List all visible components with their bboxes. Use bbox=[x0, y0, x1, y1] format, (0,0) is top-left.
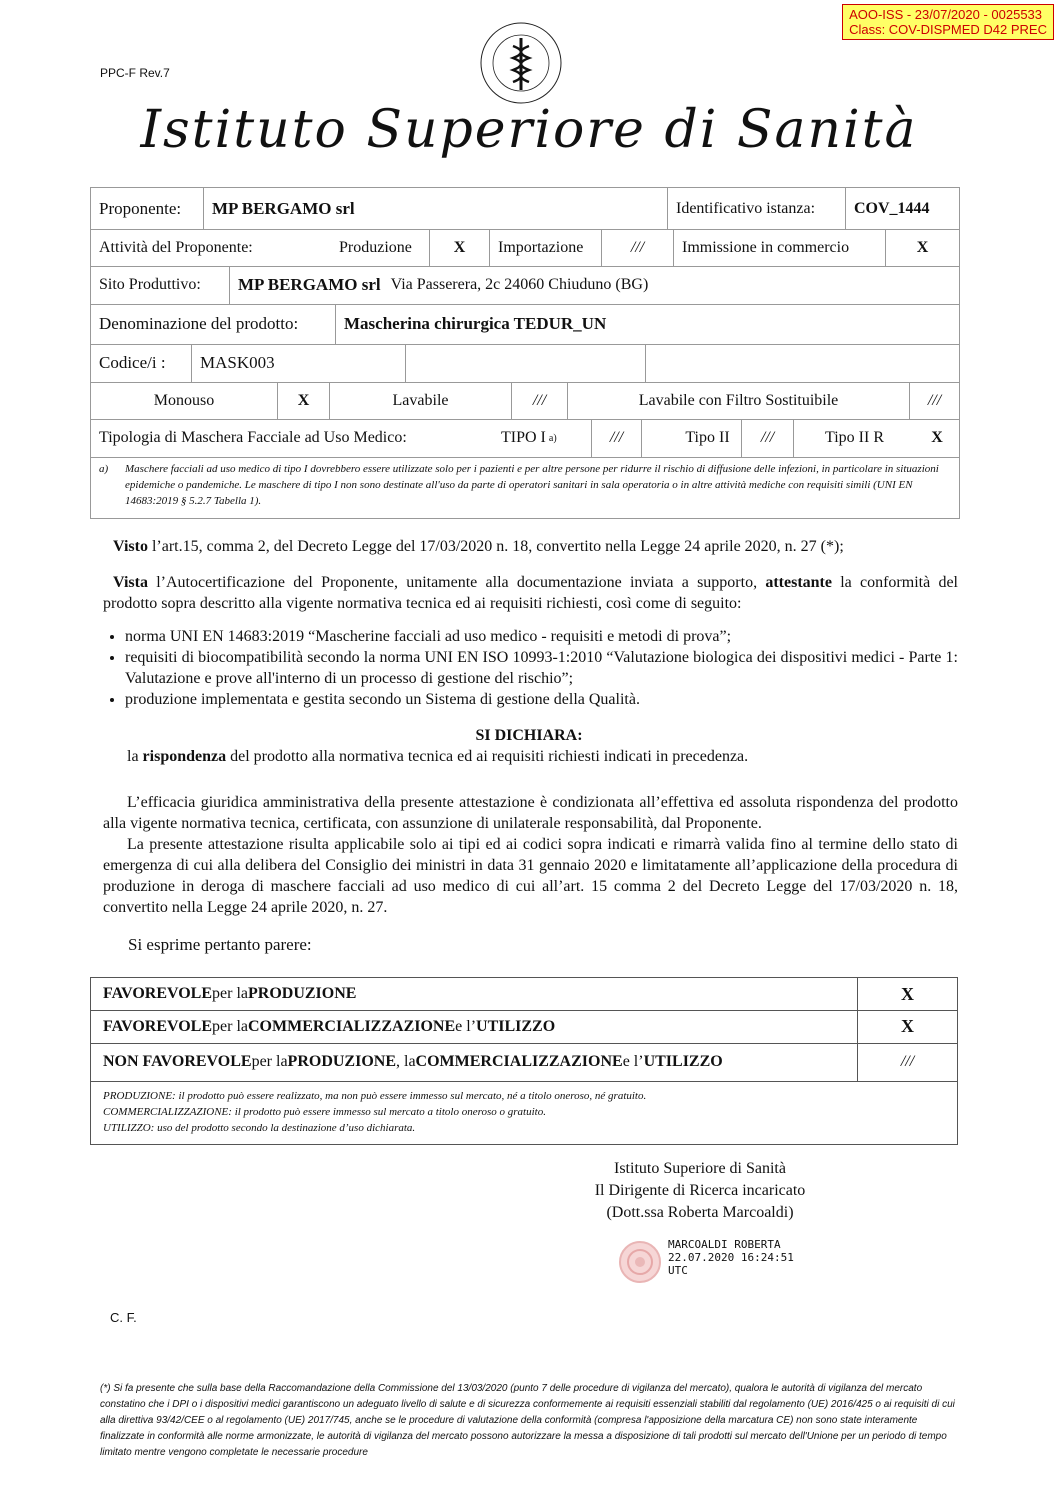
proponente-label: Proponente: bbox=[99, 198, 182, 218]
page-footnote: (*) Si fa presente che sulla base della Raccomandazione della Commissione del 13/03/2020 (punto 7 delle procedure di vigilanza del mercato), qualora le autorità di vigilanza del mercato constatino che i DPI o i dispositivi medici garantiscono un adeguato livello di salute e di sicurezza conformemente ai requisiti essenziali stabiliti dal regolamento (UE) 2016/425 o ai requisiti di cui alla direttiva 93/42/CEE o al regolamento (UE) 2017/745, anche se le procedure di valutazione della conformità (compresa l'apposizione della marcatura CE) non sono state interamente finalizzate in conformità alle norme armonizzate, le autorità di vigilanza del mercato possono autorizzare la messa a disposizione di tali prodotti sul mercato dell'Unione per un periodo di tempo limitato mentre vengono completate le necessarie procedure bbox=[100, 1383, 955, 1458]
initials: C. F. bbox=[110, 1310, 137, 1325]
institute-name: Istituto Superiore di Sanità bbox=[140, 100, 918, 160]
sito-name: MP BERGAMO srl bbox=[238, 275, 381, 294]
lavabile-label: Lavabile bbox=[329, 382, 511, 419]
vista-paragraph bbox=[103, 572, 958, 614]
row-sito bbox=[91, 266, 959, 305]
list-item: • norma UNI EN 14683:2019 “Mascherine facciali ad uso medico - requisiti e metodi di prova”; bbox=[125, 626, 958, 647]
vista-bold: Vista bbox=[113, 574, 148, 591]
sito-address: Via Passerera, 2c 24060 Chiuduno (BG) bbox=[390, 276, 649, 293]
codice-label: Codice/i : bbox=[99, 353, 166, 372]
vista-text-2: la conformità del prodotto sopra descritto alla vigente normativa tecnica ed ai requisiti richiesti, così come di seguito: bbox=[103, 574, 958, 612]
visto-bold: Visto bbox=[113, 538, 148, 555]
row-denominazione bbox=[91, 304, 959, 345]
note-commercializzazione: COMMERCIALIZZAZIONE: il prodotto può essere immesso sul mercato a titolo oneroso o gratuito. bbox=[103, 1106, 546, 1118]
signature-role: Il Dirigente di Ricerca incaricato bbox=[594, 1182, 806, 1199]
digital-timestamp: 22.07.2020 16:24:51 bbox=[668, 1251, 794, 1264]
proponente-value: MP BERGAMO srl bbox=[203, 188, 667, 229]
monouso-label: Monouso bbox=[153, 391, 215, 409]
denominazione-value: Mascherina chirurgica TEDUR_UN bbox=[335, 304, 959, 344]
signature-block bbox=[520, 1158, 880, 1224]
efficacia-paragraph: L’efficacia giuridica amministrativa della presente attestazione è condizionata all’effettiva ed assoluta rispondenza del prodotto alla vigente normativa tecnica, certificata, con assunzione di unilaterale responsabilità, dal Proponente. bbox=[103, 794, 958, 832]
id-value: COV_1444 bbox=[845, 188, 959, 229]
parere-intro: Si esprime pertanto parere: bbox=[128, 935, 312, 954]
note-utilizzo: UTILIZZO: uso del prodotto secondo la destinazione d’uso dichiarata. bbox=[103, 1122, 416, 1134]
form-footnote bbox=[91, 461, 959, 509]
rispondenza-text-1: la bbox=[127, 748, 143, 765]
parere-produzione-text: FAVOREVOLE per la PRODUZIONE bbox=[103, 985, 357, 1002]
digital-timezone: UTC bbox=[668, 1264, 688, 1277]
parere-row-produzione bbox=[91, 978, 957, 1011]
row-tipologia bbox=[91, 419, 959, 458]
attestante-bold: attestante bbox=[765, 574, 832, 591]
parere-commercializzazione-text: FAVOREVOLE per la COMMERCIALIZZAZIONE e l’ UTILIZZO bbox=[103, 1017, 556, 1035]
sito-value bbox=[229, 266, 959, 304]
digital-signer: MARCOALDI ROBERTA bbox=[668, 1238, 781, 1251]
protocol-stamp bbox=[842, 4, 1054, 40]
stamp-line-2: Class: COV-DISPMED D42 PREC bbox=[849, 22, 1047, 37]
immissione-mark: X bbox=[885, 229, 959, 266]
sito-label: Sito Produttivo: bbox=[99, 276, 201, 293]
parere-non-favorevole-text: NON FAVOREVOLE per la PRODUZIONE , la COMMERCIALIZZAZIONE e l’ UTILIZZO bbox=[103, 1053, 723, 1070]
parere-row-non-favorevole bbox=[91, 1043, 957, 1082]
monouso-mark: X bbox=[277, 382, 329, 419]
id-label: Identificativo istanza: bbox=[667, 188, 845, 229]
produzione-label: Produzione bbox=[339, 238, 412, 256]
footnote-key: a) bbox=[99, 463, 109, 475]
parere-produzione-mark: X bbox=[857, 978, 957, 1010]
validita-paragraph: La presente attestazione risulta applicabile solo ai tipi ed ai codici sopra indicati e rimarrà valida fino al termine dello stato di emergenza di cui alla delibera del Consiglio dei ministri in data 31 gennaio 2020 e limitatamente all’applicazione della procedura di produzione in deroga di maschere facciali ad uso medico di cui all’art. 15 comma 2 del Decreto Legge del 17/03/2020 n. 18, convertito nella Legge 24 aprile 2020, n. 27. bbox=[103, 836, 958, 916]
stamp-line-1: AOO-ISS - 23/07/2020 - 0025533 bbox=[849, 7, 1043, 22]
signature-institute: Istituto Superiore di Sanità bbox=[614, 1160, 786, 1177]
denominazione-label: Denominazione del prodotto: bbox=[99, 314, 299, 333]
parere-non-favorevole-mark: /// bbox=[857, 1043, 957, 1081]
product-form bbox=[90, 187, 960, 519]
row-proponente bbox=[91, 188, 959, 230]
digital-signature-info bbox=[668, 1238, 794, 1277]
vista-text-1: l’Autocertificazione del Proponente, unitamente alla documentazione inviata a supporto, bbox=[147, 574, 766, 591]
codice-empty-1 bbox=[405, 344, 645, 382]
parere-commercializzazione-mark: X bbox=[857, 1010, 957, 1043]
row-codice bbox=[91, 344, 959, 383]
parere-row-commercializzazione bbox=[91, 1010, 957, 1044]
tipo2-label: Tipo II bbox=[641, 419, 773, 457]
produzione-mark: X bbox=[429, 229, 489, 266]
signature-name: (Dott.ssa Roberta Marcoaldi) bbox=[606, 1204, 794, 1221]
digital-signature-seal-icon bbox=[618, 1240, 662, 1284]
rispondenza-paragraph bbox=[103, 746, 982, 767]
tipologia-label: Tipologia di Maschera Facciale ad Uso Medico: bbox=[99, 429, 407, 446]
row-attivita bbox=[91, 229, 959, 267]
rispondenza-text-2: del prodotto alla normativa tecnica ed ai requisiti richiesti indicati in precedenza. bbox=[226, 748, 749, 765]
visto-paragraph bbox=[103, 536, 968, 557]
tipo2r-label: Tipo II R bbox=[793, 419, 915, 457]
tipo1-label bbox=[491, 419, 591, 457]
codice-empty-2 bbox=[645, 344, 959, 382]
footnote-text: Maschere facciali ad uso medico di tipo I dovrebbero essere utilizzate solo per i pazienti e per altre persone per ridurre il rischio di diffusione delle infezioni, in particolare in situazioni epidemiche o pandemiche. Le maschere di tipo I non sono destinate all'uso da parte di operatori sanitari in sala operatoria o in altre attività mediche con requisiti simili (UNI EN 14683:2019 § 5.2.7 Tabella 1). bbox=[125, 463, 939, 507]
list-item: • requisiti di biocompatibilità secondo la norma UNI EN ISO 10993-1:2010 “Valutazione biologica dei dispositivi medici - Parte 1: Valutazione e prove all'interno di un processo di gestione del rischio”; bbox=[125, 647, 958, 689]
lavabile-mark: /// bbox=[511, 382, 567, 419]
rispondenza-bold: rispondenza bbox=[142, 748, 227, 765]
parere-notes bbox=[103, 1088, 953, 1136]
tipo2-mark: /// bbox=[741, 419, 793, 457]
requirements-list bbox=[103, 626, 958, 710]
document-revision: PPC-F Rev.7 bbox=[100, 66, 170, 80]
visto-text: l’art.15, comma 2, del Decreto Legge del 17/03/2020 n. 18, convertito nella Legge 24 aprile 2020, n. 27 (*); bbox=[147, 538, 844, 555]
si-dichiara-heading: SI DICHIARA: bbox=[475, 727, 583, 744]
lavabile-filtro-mark: /// bbox=[909, 382, 959, 419]
tipo2r-mark: X bbox=[931, 429, 943, 446]
attivita-label: Attività del Proponente: bbox=[99, 238, 253, 256]
lavabile-filtro-label: Lavabile con Filtro Sostituibile bbox=[567, 382, 909, 419]
row-uso bbox=[91, 382, 959, 420]
parere-table bbox=[90, 977, 958, 1145]
tipo1-mark: /// bbox=[591, 419, 641, 457]
codice-value: MASK003 bbox=[191, 344, 405, 382]
tipo1-text: TIPO I bbox=[501, 429, 546, 446]
list-item: • produzione implementata e gestita secondo un Sistema di gestione della Qualità. bbox=[125, 689, 958, 710]
tipo1-footnote-ref: a) bbox=[548, 432, 557, 444]
immissione-label: Immissione in commercio bbox=[673, 229, 885, 266]
importazione-mark: /// bbox=[601, 229, 673, 266]
importazione-label: Importazione bbox=[489, 229, 601, 266]
note-produzione: PRODUZIONE: il prodotto può essere realizzato, ma non può essere immesso sul mercato, né a titolo oneroso, né gratuito. bbox=[103, 1090, 647, 1102]
institute-seal-icon bbox=[476, 18, 566, 108]
